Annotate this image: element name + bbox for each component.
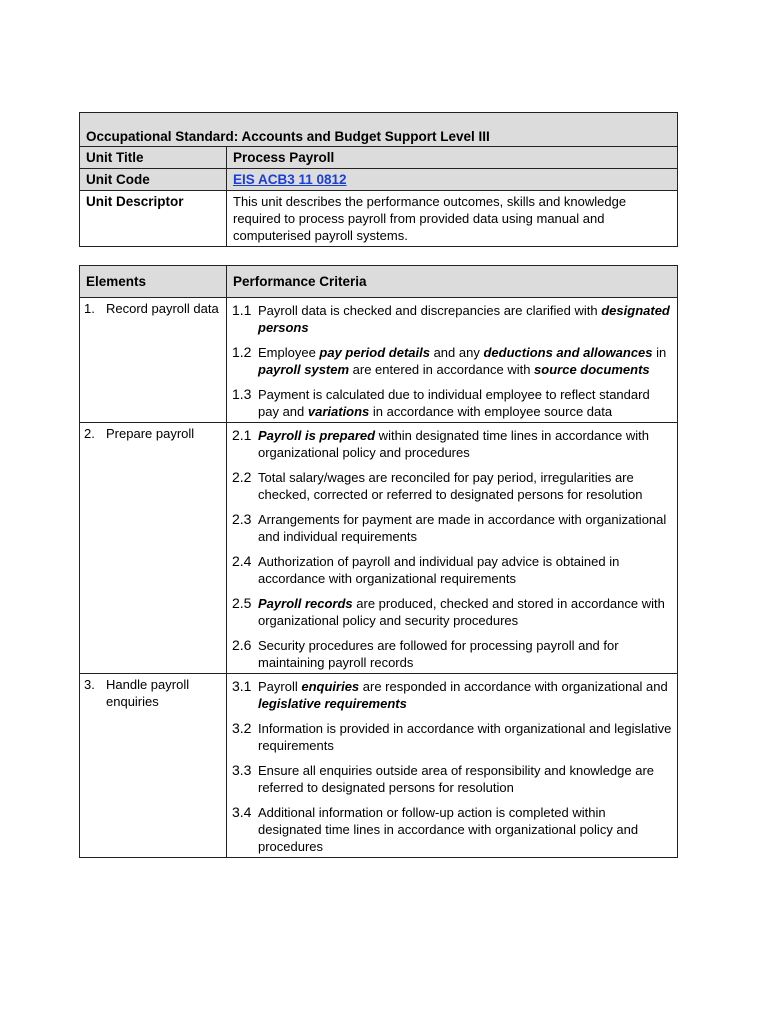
element-item <box>84 425 222 442</box>
criterion-number: 2.2 <box>232 469 252 485</box>
criterion-key-term: payroll system <box>258 362 350 377</box>
criterion-text-part: and any <box>429 345 484 360</box>
criterion-text-part: within designated time lines in accordance with organizational policy and procedures <box>258 428 649 460</box>
criterion-text <box>258 678 672 712</box>
criterion-number: 2.5 <box>232 595 252 611</box>
unit-descriptor-value: This unit describes the performance outcomes, skills and knowledge required to process payroll from provided data using manual and computerised payroll systems. <box>227 191 678 247</box>
criterion-item <box>232 553 672 587</box>
criterion-item <box>232 762 672 796</box>
unit-code-label: Unit Code <box>80 169 227 191</box>
criterion-text <box>258 595 672 629</box>
criterion-number: 2.3 <box>232 511 252 527</box>
criterion-key-term: enquiries <box>301 679 360 694</box>
unit-title-value: Process Payroll <box>227 147 678 169</box>
criterion-text-part: Ensure all enquiries outside area of responsibility and knowledge are referred to designated persons for resolution <box>258 763 655 795</box>
criterion-number: 2.6 <box>232 637 252 653</box>
criterion-item <box>232 595 672 629</box>
criteria-table-body <box>80 266 678 858</box>
element-row <box>80 423 678 674</box>
criterion-key-term: designated persons <box>258 303 670 335</box>
element-row <box>80 298 678 423</box>
criterion-text <box>258 469 672 503</box>
criterion-number: 3.4 <box>232 804 252 820</box>
criterion-item <box>232 427 672 461</box>
criterion-text <box>258 762 672 796</box>
criterion-number: 3.3 <box>232 762 252 778</box>
element-item <box>84 676 222 710</box>
criterion-text <box>258 511 672 545</box>
element-number: 1. <box>84 301 95 316</box>
criterion-text-part: are produced, checked and stored in accordance with organizational policy and security procedures <box>258 596 665 628</box>
criterion-number: 1.3 <box>232 386 252 402</box>
criterion-number: 1.2 <box>232 344 252 360</box>
element-label: Record payroll data <box>106 301 219 316</box>
criterion-item <box>232 386 672 420</box>
element-number: 2. <box>84 426 95 441</box>
criterion-key-term: variations <box>307 404 370 419</box>
criterion-text <box>258 804 672 855</box>
criterion-text <box>258 344 672 378</box>
unit-descriptor-label: Unit Descriptor <box>80 191 227 247</box>
criterion-text-part: are responded in accordance with organizational and <box>359 679 668 694</box>
criterion-text <box>258 386 672 420</box>
criterion-item <box>232 302 672 336</box>
unit-code-cell <box>227 169 678 191</box>
criterion-number: 3.2 <box>232 720 252 736</box>
criterion-key-term: deductions and allowances <box>483 345 653 360</box>
criterion-text <box>258 637 672 671</box>
criterion-key-term: Payroll records <box>258 596 353 611</box>
performance-criteria-table <box>79 265 678 858</box>
occupational-standard-heading: Occupational Standard: Accounts and Budget Support Level III <box>80 113 678 147</box>
criterion-text-part: Additional information or follow-up action is completed within designated time lines in accordance with organizational policy and procedures <box>258 805 639 854</box>
criterion-text <box>258 427 672 461</box>
unit-info-table <box>79 112 678 247</box>
criterion-text <box>258 302 672 336</box>
criterion-text-part: Arrangements for payment are made in accordance with organizational and individual requirements <box>258 512 667 544</box>
performance-criteria-header: Performance Criteria <box>227 266 678 298</box>
criterion-number: 1.1 <box>232 302 252 318</box>
criteria-cell <box>227 674 678 858</box>
element-cell <box>80 298 227 423</box>
criterion-item <box>232 637 672 671</box>
criterion-item <box>232 511 672 545</box>
criterion-item <box>232 720 672 754</box>
criterion-text-part: Payroll <box>258 679 302 694</box>
elements-header: Elements <box>80 266 227 298</box>
criterion-number: 2.4 <box>232 553 252 569</box>
criterion-text-part: in <box>652 345 667 360</box>
criterion-item <box>232 344 672 378</box>
criterion-text-part: in accordance with employee source data <box>369 404 613 419</box>
criterion-key-term: Payroll is prepared <box>258 428 376 443</box>
criterion-text <box>258 720 672 754</box>
criteria-cell <box>227 423 678 674</box>
element-label: Handle payroll enquiries <box>106 677 190 709</box>
criterion-text-part: Security procedures are followed for processing payroll and for maintaining payroll records <box>258 638 619 670</box>
element-cell <box>80 423 227 674</box>
unit-title-label: Unit Title <box>80 147 227 169</box>
element-cell <box>80 674 227 858</box>
criterion-text-part: Total salary/wages are reconciled for pay period, irregularities are checked, corrected or referred to designated persons for resolution <box>258 470 643 502</box>
criterion-key-term: legislative requirements <box>258 696 407 711</box>
criterion-text-part: Information is provided in accordance with organizational and legislative requirements <box>258 721 672 753</box>
criterion-text-part: Payroll data is checked and discrepancies are clarified with <box>258 303 602 318</box>
unit-code-link[interactable]: EIS ACB3 11 0812 <box>233 172 347 187</box>
element-number: 3. <box>84 677 95 692</box>
element-row <box>80 674 678 858</box>
criterion-text-part: Authorization of payroll and individual pay advice is obtained in accordance with organizational requirements <box>258 554 620 586</box>
criterion-key-term: pay period details <box>319 345 430 360</box>
criterion-item <box>232 469 672 503</box>
criteria-cell <box>227 298 678 423</box>
criterion-number: 3.1 <box>232 678 252 694</box>
criterion-text <box>258 553 672 587</box>
element-label: Prepare payroll <box>106 426 195 441</box>
element-item <box>84 300 222 317</box>
criterion-number: 2.1 <box>232 427 252 443</box>
criterion-text-part: Payment is calculated due to individual employee to reflect standard pay and <box>258 387 650 419</box>
criterion-text-part: are entered in accordance with <box>349 362 535 377</box>
criterion-text-part: Employee <box>258 345 320 360</box>
criterion-key-term: source documents <box>534 362 650 377</box>
criterion-item <box>232 804 672 855</box>
criterion-item <box>232 678 672 712</box>
